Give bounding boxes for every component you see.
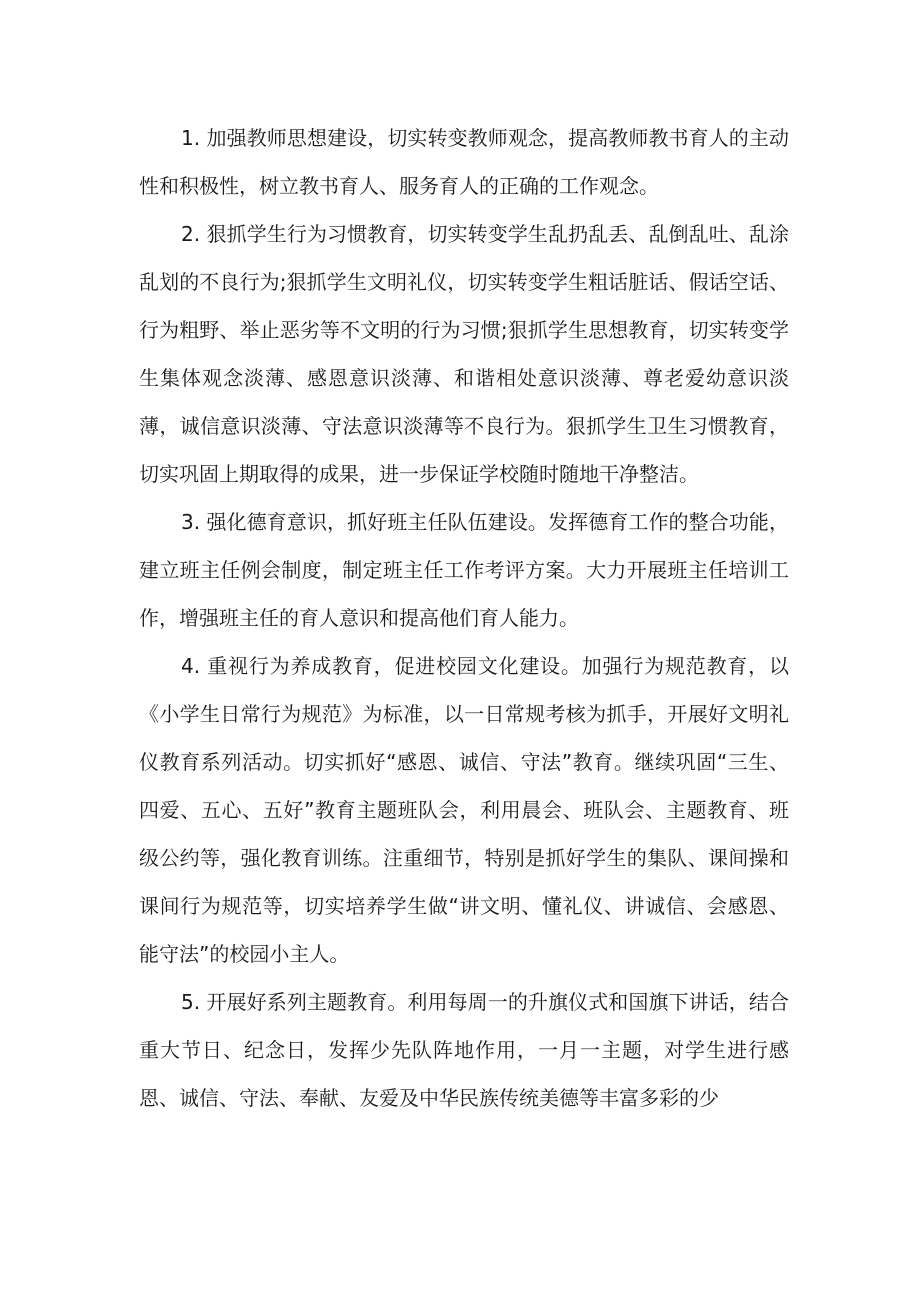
paragraph-2: 2. 狠抓学生行为习惯教育，切实转变学生乱扔乱丢、乱倒乱吐、乱涂乱划的不良行为;狠抓学生文明礼仪，切实转变学生粗话脏话、假话空话、行为粗野、举止恶劣等不文明的行为习惯;狠抓学生思想教育，切实转变学生集体观念淡薄、感恩意识淡薄、和谐相处意识淡薄、尊老爱幼意识淡薄，诚信意识淡薄、守法意识淡薄等不良行为。狠抓学生卫生习惯教育，切实巩固上期取得的成果，进一步保证学校随时随地干净整洁。 bbox=[139, 222, 789, 486]
paragraph-4: 4. 重视行为养成教育，促进校园文化建设。加强行为规范教育，以《小学生日常行为规范》为标准，以一日常规考核为抓手，开展好文明礼仪教育系列活动。切实抓好“感恩、诚信、守法”教育。继续巩固“三生、四爱、五心、五好”教育主题班队会，利用晨会、班队会、主题教育、班级公约等，强化教育训练。注重细节，特别是抓好学生的集队、课间操和课间行为规范等，切实培养学生做“讲文明、懂礼仪、讲诚信、会感恩、能守法”的校园小主人。 bbox=[139, 654, 789, 966]
document-body bbox=[139, 114, 789, 1122]
paragraph-1: 1. 加强教师思想建设，切实转变教师观念，提高教师教书育人的主动性和积极性，树立教书育人、服务育人的正确的工作观念。 bbox=[139, 126, 789, 198]
paragraph-3: 3. 强化德育意识，抓好班主任队伍建设。发挥德育工作的整合功能，建立班主任例会制度，制定班主任工作考评方案。大力开展班主任培训工作，增强班主任的育人意识和提高他们育人能力。 bbox=[139, 510, 789, 630]
paragraph-5: 5. 开展好系列主题教育。利用每周一的升旗仪式和国旗下讲话，结合重大节日、纪念日，发挥少先队阵地作用，一月一主题，对学生进行感恩、诚信、守法、奉献、友爱及中华民族传统美德等丰富多彩的少 bbox=[139, 990, 789, 1110]
